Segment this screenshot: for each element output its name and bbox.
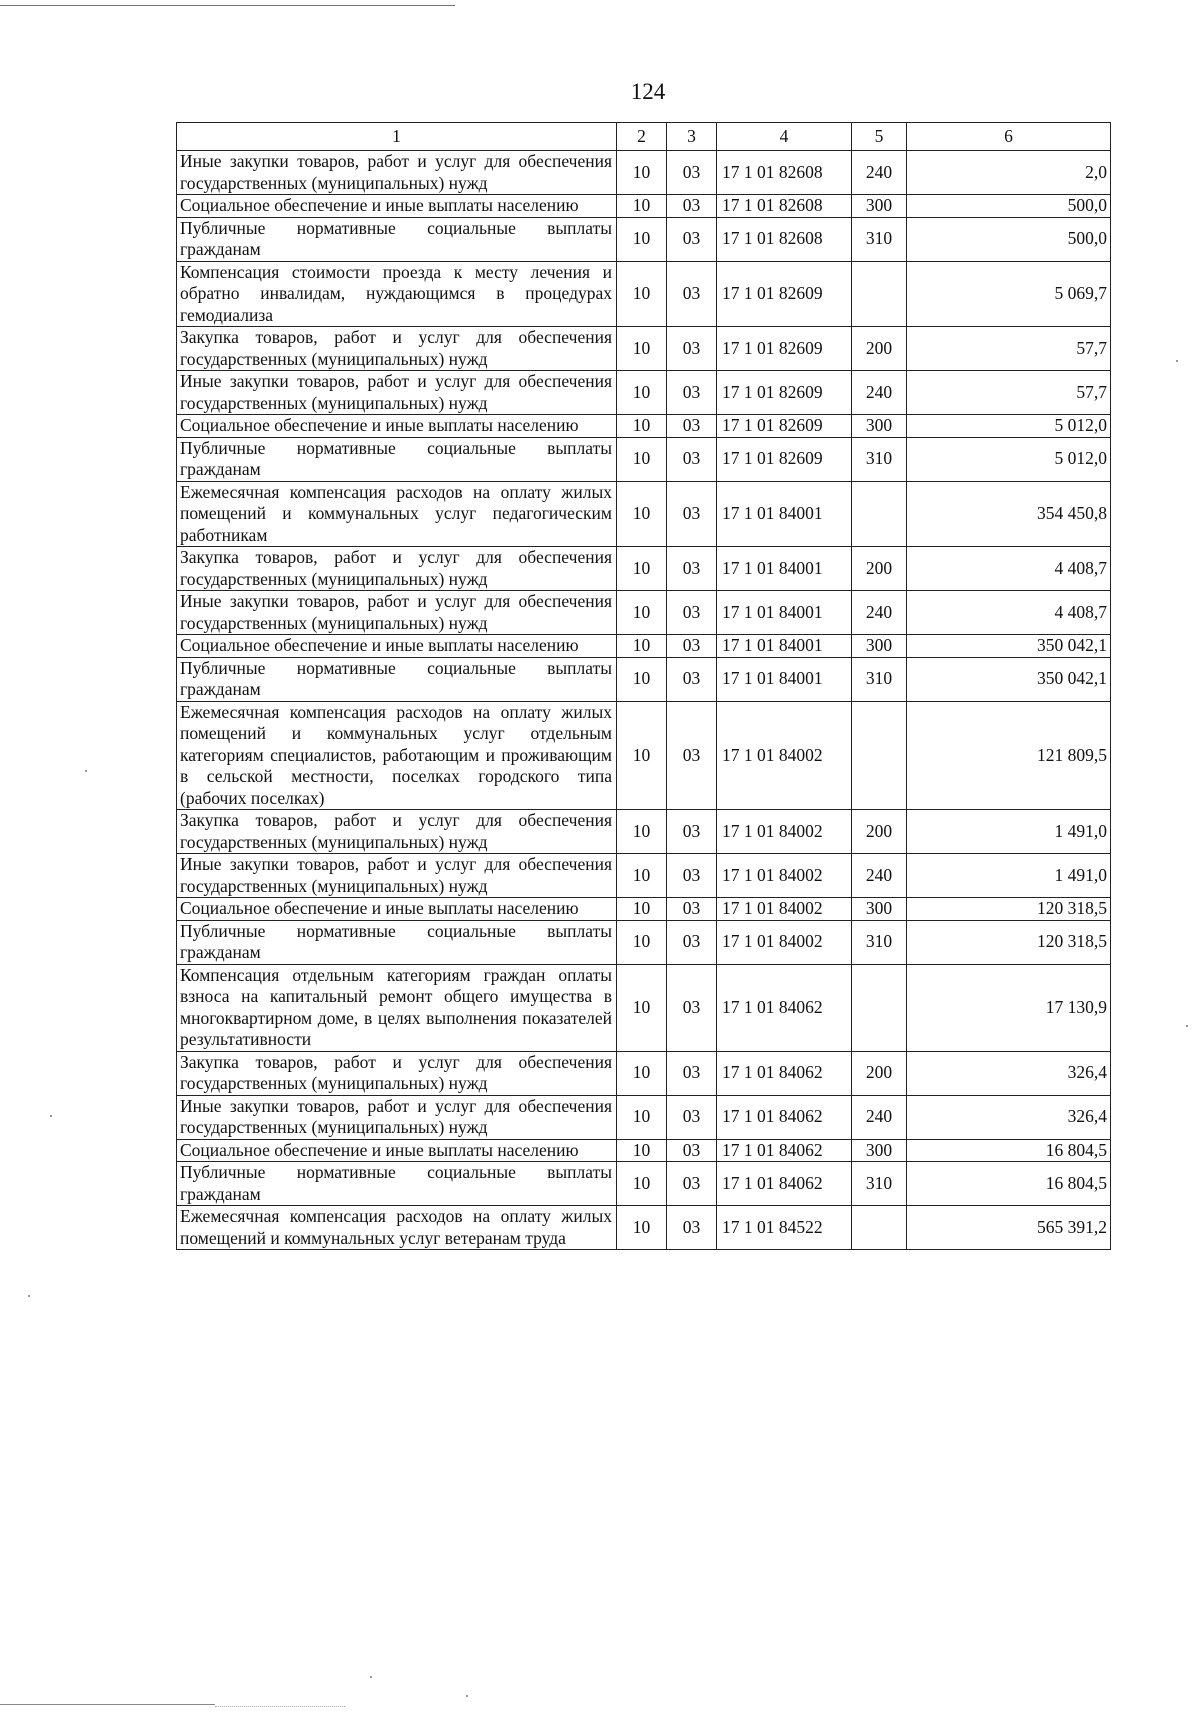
row-target-article: 17 1 01 82609 [717, 327, 852, 371]
row-name: Публичные нормативные социальные выплаты гражданам [177, 217, 617, 261]
scan-speck [1186, 1025, 1188, 1027]
row-name: Иные закупки товаров, работ и услуг для обеспечения государственных (муниципальных) нужд [177, 151, 617, 195]
column-header: 3 [667, 123, 717, 151]
row-amount: 120 318,5 [907, 898, 1111, 921]
row-section: 10 [617, 217, 667, 261]
row-name: Иные закупки товаров, работ и услуг для обеспечения государственных (муниципальных) нужд [177, 371, 617, 415]
scan-artifact-line [215, 1706, 345, 1707]
row-expense-type: 240 [852, 1095, 907, 1139]
row-amount: 4 408,7 [907, 547, 1111, 591]
row-amount: 57,7 [907, 371, 1111, 415]
row-section: 10 [617, 635, 667, 658]
row-amount: 5 012,0 [907, 415, 1111, 438]
row-amount: 16 804,5 [907, 1162, 1111, 1206]
row-subsection: 03 [667, 1206, 717, 1250]
table-row [177, 1162, 1111, 1206]
row-target-article: 17 1 01 84002 [717, 854, 852, 898]
row-subsection: 03 [667, 635, 717, 658]
row-expense-type: 200 [852, 547, 907, 591]
row-section: 10 [617, 481, 667, 547]
table-row [177, 371, 1111, 415]
row-name: Закупка товаров, работ и услуг для обеспечения государственных (муниципальных) нужд [177, 1051, 617, 1095]
row-amount: 5 069,7 [907, 261, 1111, 327]
row-subsection: 03 [667, 898, 717, 921]
row-target-article: 17 1 01 84522 [717, 1206, 852, 1250]
row-amount: 350 042,1 [907, 657, 1111, 701]
row-target-article: 17 1 01 84002 [717, 701, 852, 810]
row-amount: 17 130,9 [907, 964, 1111, 1051]
table-row [177, 591, 1111, 635]
row-expense-type: 300 [852, 415, 907, 438]
row-subsection: 03 [667, 415, 717, 438]
row-expense-type: 240 [852, 371, 907, 415]
row-subsection: 03 [667, 371, 717, 415]
row-amount: 120 318,5 [907, 920, 1111, 964]
row-target-article: 17 1 01 84062 [717, 964, 852, 1051]
row-name: Социальное обеспечение и иные выплаты населению [177, 195, 617, 218]
row-expense-type: 300 [852, 1139, 907, 1162]
table-row [177, 854, 1111, 898]
row-subsection: 03 [667, 1162, 717, 1206]
row-target-article: 17 1 01 84001 [717, 657, 852, 701]
row-amount: 2,0 [907, 151, 1111, 195]
scan-artifact-line [0, 1704, 215, 1705]
row-subsection: 03 [667, 591, 717, 635]
table-row [177, 1095, 1111, 1139]
row-name: Закупка товаров, работ и услуг для обеспечения государственных (муниципальных) нужд [177, 327, 617, 371]
table-row [177, 195, 1111, 218]
row-subsection: 03 [667, 1095, 717, 1139]
row-expense-type: 310 [852, 217, 907, 261]
row-section: 10 [617, 371, 667, 415]
row-target-article: 17 1 01 84002 [717, 920, 852, 964]
row-expense-type: 310 [852, 920, 907, 964]
row-expense-type: 310 [852, 657, 907, 701]
table-header-row [177, 123, 1111, 151]
row-subsection: 03 [667, 437, 717, 481]
row-section: 10 [617, 195, 667, 218]
row-amount: 1 491,0 [907, 810, 1111, 854]
table-row [177, 657, 1111, 701]
scan-speck [466, 1695, 468, 1697]
table-row [177, 701, 1111, 810]
row-section: 10 [617, 261, 667, 327]
row-amount: 4 408,7 [907, 591, 1111, 635]
scan-artifact-line [0, 5, 455, 6]
row-target-article: 17 1 01 84002 [717, 898, 852, 921]
row-section: 10 [617, 437, 667, 481]
row-name: Иные закупки товаров, работ и услуг для обеспечения государственных (муниципальных) нужд [177, 854, 617, 898]
row-amount: 121 809,5 [907, 701, 1111, 810]
row-target-article: 17 1 01 84062 [717, 1162, 852, 1206]
row-subsection: 03 [667, 964, 717, 1051]
row-target-article: 17 1 01 84062 [717, 1095, 852, 1139]
row-subsection: 03 [667, 195, 717, 218]
row-expense-type: 240 [852, 151, 907, 195]
row-amount: 326,4 [907, 1095, 1111, 1139]
table-row [177, 217, 1111, 261]
row-target-article: 17 1 01 82609 [717, 261, 852, 327]
table-row [177, 810, 1111, 854]
row-name: Публичные нормативные социальные выплаты гражданам [177, 437, 617, 481]
row-subsection: 03 [667, 920, 717, 964]
page-number: 124 [630, 79, 666, 104]
row-name: Компенсация стоимости проезда к месту лечения и обратно инвалидам, нуждающимся в процедурах гемодиализа [177, 261, 617, 327]
row-subsection: 03 [667, 701, 717, 810]
row-expense-type: 200 [852, 1051, 907, 1095]
row-target-article: 17 1 01 82609 [717, 437, 852, 481]
row-name: Социальное обеспечение и иные выплаты населению [177, 898, 617, 921]
row-target-article: 17 1 01 84001 [717, 547, 852, 591]
table-row [177, 151, 1111, 195]
row-name: Иные закупки товаров, работ и услуг для обеспечения государственных (муниципальных) нужд [177, 591, 617, 635]
row-target-article: 17 1 01 82608 [717, 151, 852, 195]
row-name: Компенсация отдельным категориям граждан оплаты взноса на капитальный ремонт общего имущества в многоквартирном доме, в целях выполнения показателей результативности [177, 964, 617, 1051]
row-expense-type: 310 [852, 1162, 907, 1206]
row-subsection: 03 [667, 261, 717, 327]
row-expense-type: 300 [852, 195, 907, 218]
table-row [177, 1051, 1111, 1095]
table-row [177, 898, 1111, 921]
row-target-article: 17 1 01 84001 [717, 635, 852, 658]
row-target-article: 17 1 01 82609 [717, 371, 852, 415]
row-expense-type [852, 481, 907, 547]
row-expense-type: 200 [852, 327, 907, 371]
row-name: Социальное обеспечение и иные выплаты населению [177, 1139, 617, 1162]
scan-speck [50, 1115, 52, 1117]
row-subsection: 03 [667, 481, 717, 547]
row-section: 10 [617, 1162, 667, 1206]
column-header: 1 [177, 123, 617, 151]
row-section: 10 [617, 701, 667, 810]
table-row [177, 327, 1111, 371]
row-amount: 1 491,0 [907, 854, 1111, 898]
row-section: 10 [617, 810, 667, 854]
column-header: 6 [907, 123, 1111, 151]
row-section: 10 [617, 327, 667, 371]
row-name: Публичные нормативные социальные выплаты гражданам [177, 1162, 617, 1206]
table-row [177, 415, 1111, 438]
table-row [177, 1139, 1111, 1162]
row-target-article: 17 1 01 84001 [717, 591, 852, 635]
row-subsection: 03 [667, 327, 717, 371]
scan-speck [1176, 360, 1178, 362]
row-subsection: 03 [667, 810, 717, 854]
row-section: 10 [617, 1095, 667, 1139]
row-subsection: 03 [667, 151, 717, 195]
table-row [177, 635, 1111, 658]
row-target-article: 17 1 01 84001 [717, 481, 852, 547]
row-expense-type [852, 261, 907, 327]
row-expense-type: 300 [852, 898, 907, 921]
row-name: Социальное обеспечение и иные выплаты населению [177, 415, 617, 438]
scan-speck [85, 770, 87, 772]
table-row [177, 964, 1111, 1051]
row-subsection: 03 [667, 1139, 717, 1162]
row-target-article: 17 1 01 84002 [717, 810, 852, 854]
row-expense-type: 300 [852, 635, 907, 658]
table-row [177, 261, 1111, 327]
row-section: 10 [617, 415, 667, 438]
row-name: Закупка товаров, работ и услуг для обеспечения государственных (муниципальных) нужд [177, 810, 617, 854]
column-header: 2 [617, 123, 667, 151]
row-expense-type: 310 [852, 437, 907, 481]
row-subsection: 03 [667, 854, 717, 898]
row-name: Иные закупки товаров, работ и услуг для обеспечения государственных (муниципальных) нужд [177, 1095, 617, 1139]
row-section: 10 [617, 1206, 667, 1250]
row-expense-type [852, 964, 907, 1051]
row-expense-type [852, 701, 907, 810]
row-section: 10 [617, 964, 667, 1051]
row-subsection: 03 [667, 217, 717, 261]
row-target-article: 17 1 01 84062 [717, 1051, 852, 1095]
row-section: 10 [617, 920, 667, 964]
table-row [177, 920, 1111, 964]
table-row [177, 1206, 1111, 1250]
row-section: 10 [617, 854, 667, 898]
row-amount: 500,0 [907, 195, 1111, 218]
row-amount: 565 391,2 [907, 1206, 1111, 1250]
column-header: 4 [717, 123, 852, 151]
row-name: Ежемесячная компенсация расходов на оплату жилых помещений и коммунальных услуг ветеранам труда [177, 1206, 617, 1250]
row-amount: 5 012,0 [907, 437, 1111, 481]
row-subsection: 03 [667, 1051, 717, 1095]
scan-speck [28, 1295, 30, 1297]
row-subsection: 03 [667, 657, 717, 701]
scan-speck [370, 1676, 372, 1678]
row-expense-type [852, 1206, 907, 1250]
row-subsection: 03 [667, 547, 717, 591]
row-target-article: 17 1 01 82608 [717, 195, 852, 218]
row-name: Социальное обеспечение и иные выплаты населению [177, 635, 617, 658]
row-target-article: 17 1 01 82609 [717, 415, 852, 438]
row-expense-type: 240 [852, 854, 907, 898]
row-name: Закупка товаров, работ и услуг для обеспечения государственных (муниципальных) нужд [177, 547, 617, 591]
table-row [177, 481, 1111, 547]
budget-table [176, 122, 1111, 1250]
row-section: 10 [617, 657, 667, 701]
table-row [177, 547, 1111, 591]
row-name: Публичные нормативные социальные выплаты гражданам [177, 920, 617, 964]
row-section: 10 [617, 547, 667, 591]
table-body [177, 151, 1111, 1250]
row-amount: 354 450,8 [907, 481, 1111, 547]
table-row [177, 437, 1111, 481]
row-section: 10 [617, 151, 667, 195]
row-target-article: 17 1 01 82608 [717, 217, 852, 261]
row-section: 10 [617, 591, 667, 635]
row-name: Ежемесячная компенсация расходов на оплату жилых помещений и коммунальных услуг отдельным категориям специалистов, работающим и проживающим в сельской местности, поселках городского типа (рабочих поселках) [177, 701, 617, 810]
row-name: Ежемесячная компенсация расходов на оплату жилых помещений и коммунальных услуг педагогическим работникам [177, 481, 617, 547]
row-amount: 500,0 [907, 217, 1111, 261]
row-expense-type: 240 [852, 591, 907, 635]
row-section: 10 [617, 1139, 667, 1162]
row-amount: 350 042,1 [907, 635, 1111, 658]
row-name: Публичные нормативные социальные выплаты гражданам [177, 657, 617, 701]
row-amount: 16 804,5 [907, 1139, 1111, 1162]
column-header: 5 [852, 123, 907, 151]
row-target-article: 17 1 01 84062 [717, 1139, 852, 1162]
row-section: 10 [617, 1051, 667, 1095]
row-section: 10 [617, 898, 667, 921]
row-amount: 57,7 [907, 327, 1111, 371]
row-expense-type: 200 [852, 810, 907, 854]
row-amount: 326,4 [907, 1051, 1111, 1095]
